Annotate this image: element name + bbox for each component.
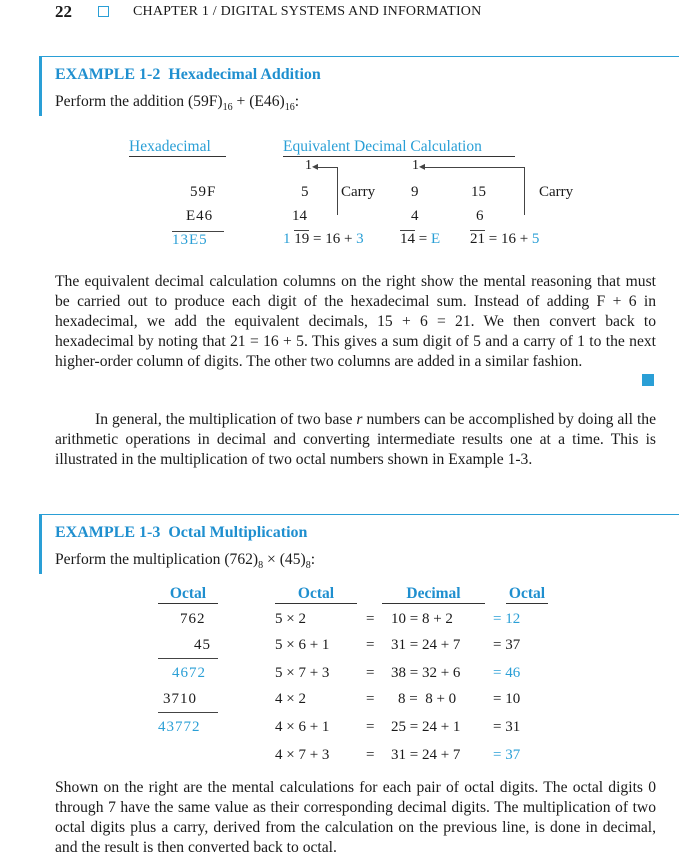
octal-result: = 10 <box>493 691 521 707</box>
col-header-octal: Octal <box>158 585 218 604</box>
carry-label: Carry <box>539 184 574 200</box>
partial-product: 4672 <box>172 665 206 681</box>
octal-result: = 37 <box>493 747 521 763</box>
octal-op: 4 × 7 + 3 <box>275 747 330 763</box>
chapter-title: CHAPTER 1 / DIGITAL SYSTEMS AND INFORMATION <box>133 4 482 19</box>
example-bar <box>39 56 42 116</box>
example-prompt: Perform the multiplication $(762)_8 \times (45)_8$: <box>55 551 316 572</box>
col-header-decimal-calc: Equivalent Decimal Calculation <box>283 138 515 157</box>
dec-value: 5 <box>301 184 309 200</box>
example-title: EXAMPLE 1-2 Hexadecimal Addition <box>55 66 321 83</box>
col-header-hexadecimal: Hexadecimal <box>129 138 226 157</box>
dec-sum-col2: 14 = E <box>400 231 441 247</box>
hex-sum: 13E5 <box>172 231 224 249</box>
equals-sign: = <box>366 637 375 653</box>
dec-value: 4 <box>411 208 419 224</box>
end-of-example-square-icon <box>642 374 654 386</box>
octal-result: = 46 <box>493 665 521 681</box>
octal-result: = 31 <box>493 719 521 735</box>
dec-value: 15 <box>471 184 486 200</box>
decimal-calc: 25 = 24 + 1 <box>391 719 461 735</box>
octal-op: 5 × 2 <box>275 611 306 627</box>
equals-sign: = <box>366 719 375 735</box>
paragraph-octal-explanation: Shown on the right are the mental calculations for each pair of octal digits. The octal digits 0 through 7 have the same value as their corresponding decimal digits. The multiplication of two octal digits plus a carry, derived from the calculation on the previous line, is done in decimal, and the result is then converted back to octal. <box>55 779 656 856</box>
octal-multiplier: 45 <box>194 637 211 653</box>
carry-label: Carry <box>341 184 376 200</box>
decimal-calc: 31 = 24 + 7 <box>391 637 461 653</box>
octal-result: = 12 <box>493 611 521 627</box>
octal-product: 43772 <box>158 719 201 735</box>
decimal-calc: 31 = 24 + 7 <box>391 747 461 763</box>
equals-sign: = <box>366 691 375 707</box>
dec-value: 14 <box>292 208 307 224</box>
col-header-octal-result: Octal <box>506 585 548 604</box>
sum-rule <box>158 712 218 713</box>
hex-operand: 59F <box>190 184 217 200</box>
equals-sign: = <box>366 747 375 763</box>
equals-sign: = <box>366 611 375 627</box>
dec-sum-col3: 21 = 16 + 5 <box>470 231 540 247</box>
octal-op: 5 × 7 + 3 <box>275 665 330 681</box>
decimal-calc: 10 = 8 + 2 <box>391 611 453 627</box>
hex-operand: E46 <box>186 208 214 224</box>
square-icon <box>98 6 109 17</box>
dec-value: 6 <box>476 208 484 224</box>
col-header-octal-ops: Octal <box>275 585 357 604</box>
example-prompt: Perform the addition $(59F)_{16} + (E46)_{16}$: <box>55 93 300 114</box>
col-header-decimal: Decimal <box>382 585 485 604</box>
carry-arrow-line <box>422 167 524 168</box>
dec-value: 9 <box>411 184 419 200</box>
decimal-calc: 8 = 8 + 0 <box>398 691 457 707</box>
carry-arrow-line <box>315 167 337 168</box>
carry-arrow-line <box>337 167 338 215</box>
example-bar <box>39 514 42 574</box>
octal-op: 4 × 2 <box>275 691 306 707</box>
dec-sum-col1: 1 19 = 16 + 3 <box>283 231 364 247</box>
carry-arrow-head: ◂ <box>312 159 319 173</box>
decimal-calc: 38 = 32 + 6 <box>391 665 461 681</box>
product-rule <box>158 658 218 659</box>
carry-digit: 1 <box>305 158 312 173</box>
carry-arrow-line <box>524 167 525 215</box>
paragraph-base-r: In general, the multiplication of two base r numbers can be accomplished by doing all the arithmetic operations in decimal and converting intermediate results one at a time. This is illustrated in the multiplication of two octal numbers shown in Example 1-3. <box>55 411 657 468</box>
partial-product: 3710 <box>163 691 197 707</box>
page-number: 22 <box>55 2 72 21</box>
paragraph-hex-explanation: The equivalent decimal calculation columns on the right show the mental reasoning that must be carried out to produce each digit of the hexadecimal sum. Instead of adding F + 6 in hexadecimal, we add the equivalent decimals, 15 + 6 = 21. We then convert back to hexadecimal by noting that 21 = 16 + 5. This gives a sum digit of 5 and a carry of 1 to the next higher-order column of digits. The other two columns are added in a similar fashion. <box>55 273 656 370</box>
carry-digit: 1 <box>412 158 419 173</box>
octal-op: 4 × 6 + 1 <box>275 719 330 735</box>
carry-arrow-head: ◂ <box>419 159 426 173</box>
octal-multiplicand: 762 <box>180 611 206 627</box>
equals-sign: = <box>366 665 375 681</box>
example-rule <box>39 56 679 57</box>
octal-op: 5 × 6 + 1 <box>275 637 330 653</box>
example-title: EXAMPLE 1-3 Octal Multiplication <box>55 524 308 541</box>
example-rule <box>39 514 679 515</box>
octal-result: = 37 <box>493 637 521 653</box>
